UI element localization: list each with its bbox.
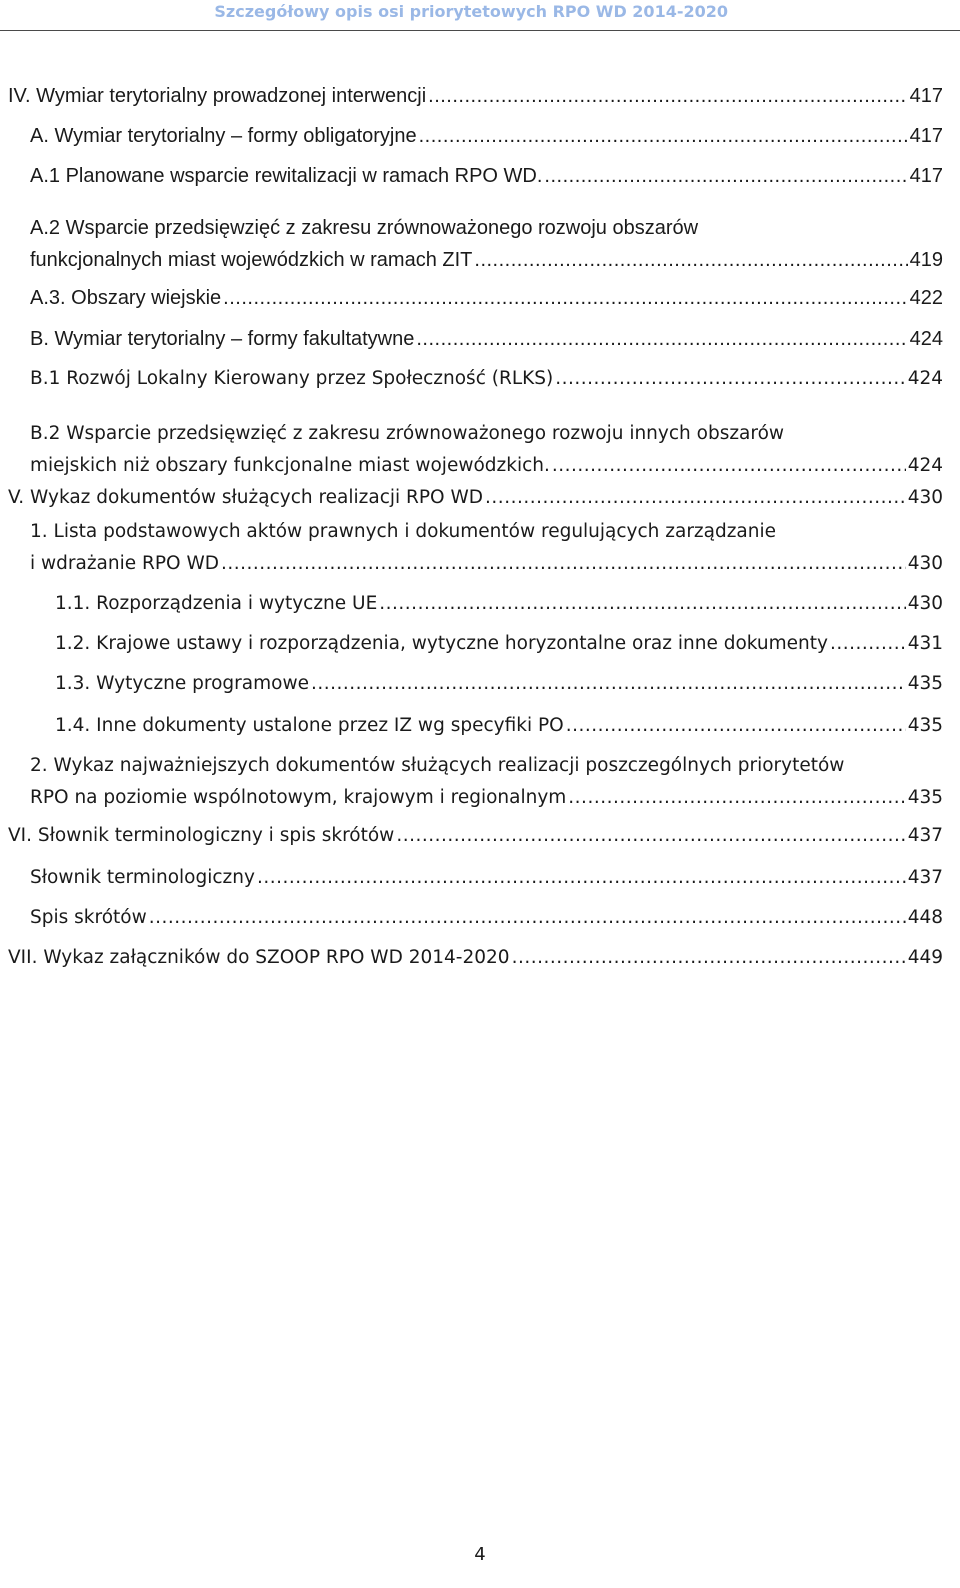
toc-entry-label: IV. Wymiar terytorialny prowadzonej interwencji [8,85,427,107]
toc-entry-page: 437 [907,825,943,846]
toc-entry-page: 417 [909,165,943,187]
toc-leader-dots [223,282,907,314]
toc-entry[interactable] [30,363,943,395]
toc-entry[interactable] [8,482,943,514]
toc-entry[interactable] [30,323,943,355]
toc-entry[interactable] [55,668,943,700]
toc-entry-page: 430 [907,487,943,508]
toc-entry-page: 435 [907,715,943,736]
toc-leader-dots [416,323,907,355]
toc-leader-dots [568,782,905,814]
toc-entry-page: 435 [907,673,943,694]
toc-entry-label: V. Wykaz dokumentów służących realizacji RPO WD [8,487,484,508]
toc-leader-dots [311,668,906,700]
toc-entry-label: 1.3. Wytyczne programowe [55,673,309,694]
toc-entry[interactable] [30,418,943,482]
toc-entry-label-line1: 2. Wykaz najważniejszych dokumentów służących realizacji poszczególnych priorytetów [30,755,845,776]
toc-leader-dots [830,628,906,660]
toc-entry[interactable] [8,80,943,112]
toc-leader-dots [221,548,906,580]
toc-entry[interactable] [8,942,943,974]
toc-leader-dots [428,80,907,112]
toc-entry-page: 449 [907,947,943,968]
toc-entry-page: 424 [909,328,943,350]
toc-leader-dots [552,450,906,482]
toc-entry-label: B. Wymiar terytorialny – formy fakultatywne [30,328,415,350]
toc-entry-label: i wdrażanie RPO WD [30,553,220,574]
toc-entry[interactable] [30,862,943,894]
toc-entry-page: 430 [907,593,943,614]
toc-leader-dots [544,160,907,192]
toc-entry-label: 1.1. Rozporządzenia i wytyczne UE [55,593,378,614]
toc-entry[interactable] [30,212,943,276]
toc-entry-label-line1: B.2 Wsparcie przedsięwzięć z zakresu zrównoważonego rozwoju innych obszarów [30,423,785,444]
toc-entry-label: Spis skrótów [30,907,147,928]
toc-entry[interactable] [30,120,943,152]
toc-leader-dots [555,363,905,395]
toc-entry[interactable] [30,902,943,934]
toc-entry-label: funkcjonalnych miast wojewódzkich w ramach ZIT [30,249,473,271]
toc-entry-label: 1.4. Inne dokumenty ustalone przez IZ wg specyfiki PO [55,715,564,736]
toc-entry-label: A.3. Obszary wiejskie [30,287,222,309]
toc-leader-dots [379,588,905,620]
toc-entry-page: 430 [907,553,943,574]
toc-entry[interactable] [30,516,943,580]
toc-leader-dots [512,942,906,974]
toc-entry-page: 448 [907,907,943,928]
toc-leader-dots [149,902,906,934]
toc-entry-page: 431 [907,633,943,654]
toc-entry-label: A. Wymiar terytorialny – formy obligatoryjne [30,125,417,147]
toc-entry-label: VII. Wykaz załączników do SZOOP RPO WD 2014-2020 [8,947,510,968]
toc-entry-label: B.1 Rozwój Lokalny Kierowany przez Społeczność (RLKS) [30,368,554,389]
toc-leader-dots [419,120,908,152]
toc-entry-label: VI. Słownik terminologiczny i spis skrótów [8,825,395,846]
running-header [0,0,960,31]
toc-entry-label: miejskich niż obszary funkcjonalne miast wojewódzkich. [30,455,550,476]
toc-entry[interactable] [55,710,943,742]
toc-leader-dots [485,482,906,514]
toc-entry-page: 437 [907,867,943,888]
toc-entry[interactable] [30,282,943,314]
toc-leader-dots [257,862,906,894]
toc-entry[interactable] [30,750,943,814]
toc-leader-dots [566,710,906,742]
toc-entry-page: 424 [907,455,943,476]
toc-entry[interactable] [8,820,943,852]
toc-entry[interactable] [55,588,943,620]
toc-leader-dots [396,820,905,852]
toc-entry-label-line1: A.2 Wsparcie przedsięwzięć z zakresu zrównoważonego rozwoju obszarów [30,217,699,239]
toc-entry[interactable] [30,160,943,192]
running-header-title: Szczegółowy opis osi priorytetowych RPO WD 2014-2020 [214,2,728,21]
toc-entry-label-line1: 1. Lista podstawowych aktów prawnych i dokumentów regulujących zarządzanie [30,521,777,542]
toc-entry-page: 435 [907,787,943,808]
toc-entry-page: 419 [909,249,943,271]
toc-entry-page: 424 [907,368,943,389]
toc-entry-page: 417 [909,85,943,107]
page-number: 4 [474,1544,486,1565]
toc-entry-label: 1.2. Krajowe ustawy i rozporządzenia, wytyczne horyzontalne oraz inne dokumenty [55,633,828,654]
toc-leader-dots [474,244,907,276]
toc-entry-page: 422 [909,287,943,309]
toc-entry-page: 417 [909,125,943,147]
toc-entry[interactable] [55,628,943,660]
toc-entry-label: A.1 Planowane wsparcie rewitalizacji w ramach RPO WD. [30,165,543,187]
toc-entry-label: Słownik terminologiczny [30,867,255,888]
toc-entry-label: RPO na poziomie wspólnotowym, krajowym i regionalnym [30,787,567,808]
